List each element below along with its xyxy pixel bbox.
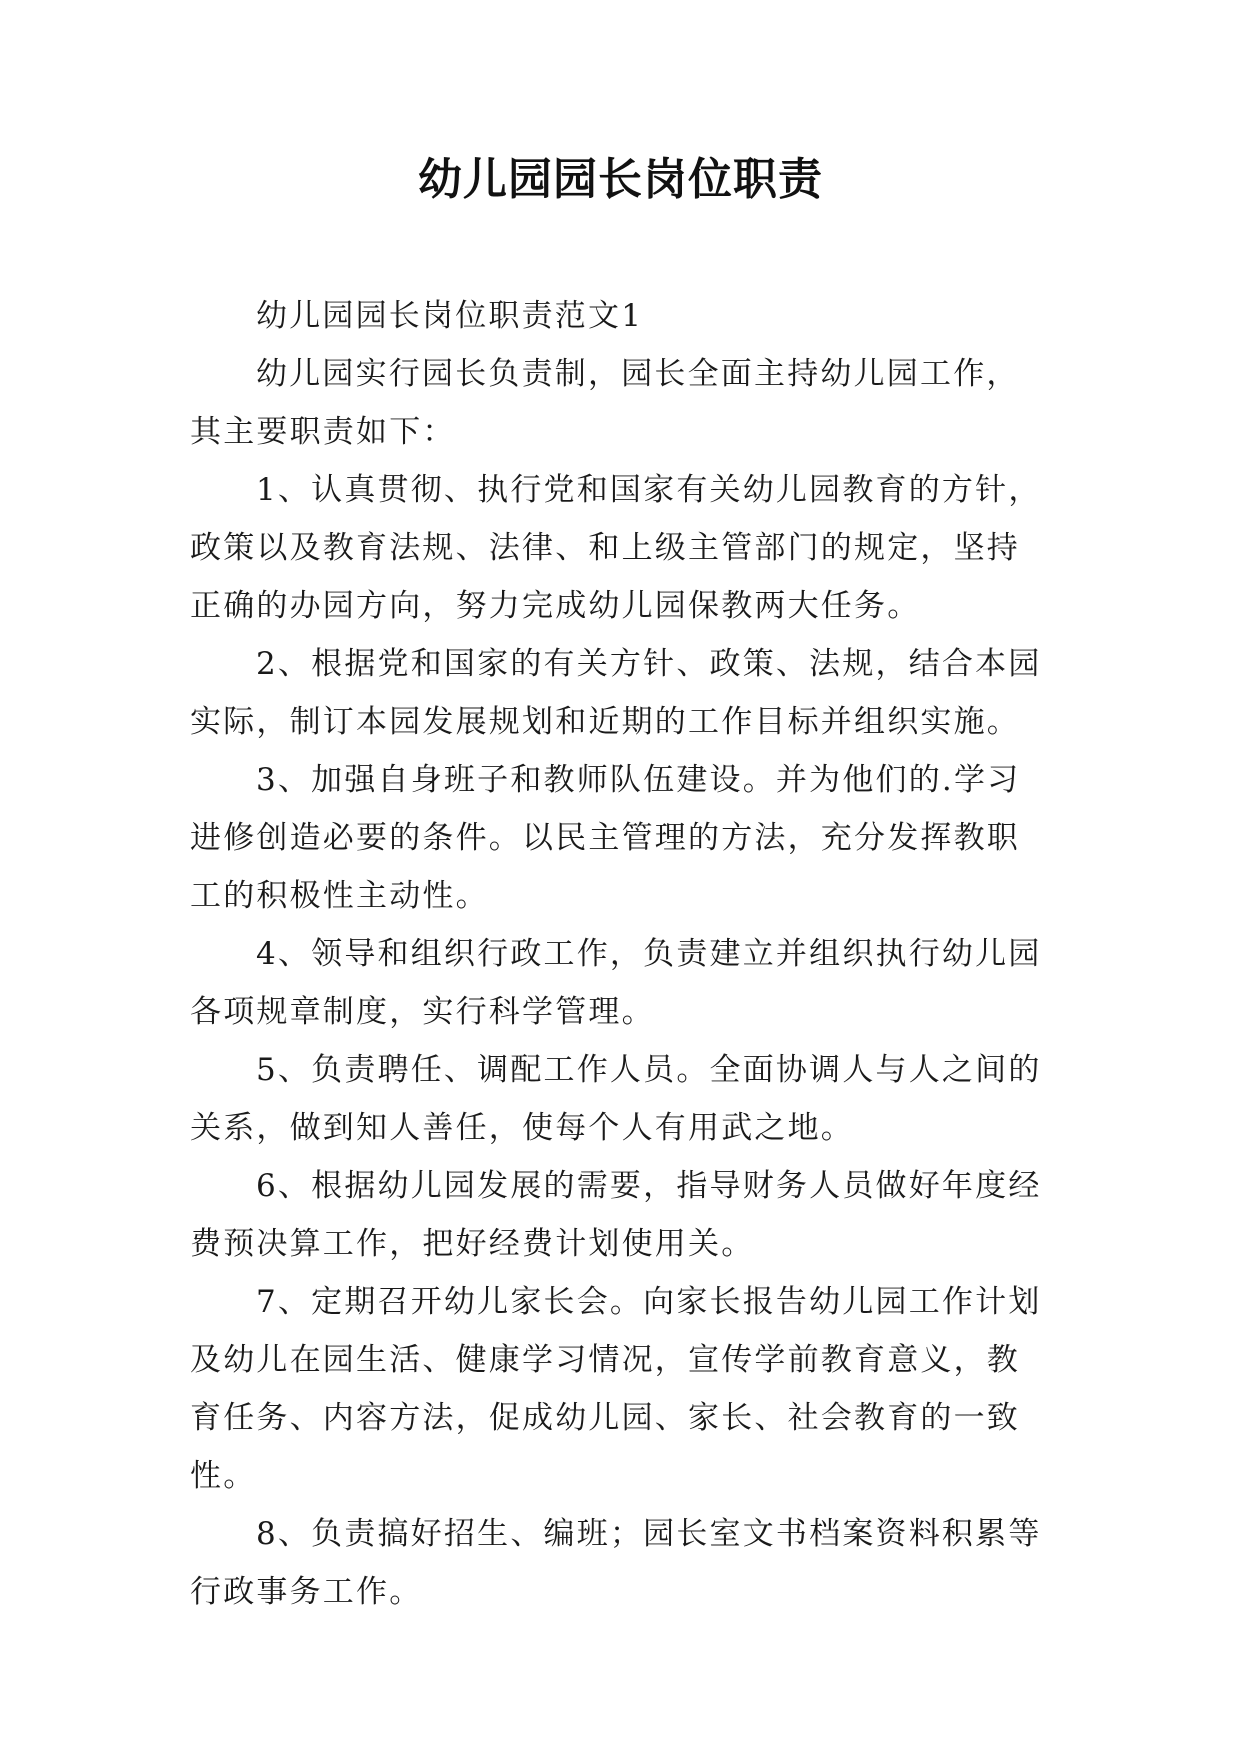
paragraph-item-5: 5、负责聘任、调配工作人员。全面协调人与人之间的关系，做到知人善任，使每个人有用武之地。 [190, 1052, 1042, 1146]
paragraph-item-3: 3、加强自身班子和教师队伍建设。并为他们的.学习进修创造必要的条件。以民主管理的方法，充分发挥教职工的积极性主动性。 [190, 762, 1021, 914]
paragraph-item-1: 1、认真贯彻、执行党和国家有关幼儿园教育的方针，政策以及教育法规、法律、和上级主管部门的规定，坚持正确的办园方向，努力完成幼儿园保教两大任务。 [190, 472, 1042, 624]
document-subtitle: 幼儿园园长岗位职责范文1 [256, 298, 644, 334]
paragraph-intro: 幼儿园实行园长负责制，园长全面主持幼儿园工作，其主要职责如下： [190, 356, 1020, 450]
paragraph-item-2: 2、根据党和国家的有关方针、政策、法规，结合本园实际，制订本园发展规划和近期的工作目标并组织实施。 [190, 646, 1042, 740]
paragraph-item-8: 8、负责搞好招生、编班；园长室文书档案资料积累等行政事务工作。 [190, 1516, 1042, 1610]
paragraph-item-7: 7、定期召开幼儿家长会。向家长报告幼儿园工作计划及幼儿在园生活、健康学习情况，宣传学前教育意义，教育任务、内容方法，促成幼儿园、家长、社会教育的一致性。 [190, 1284, 1042, 1494]
document-title: 幼儿园园长岗位职责 [418, 154, 823, 205]
paragraph-item-4: 4、领导和组织行政工作，负责建立并组织执行幼儿园各项规章制度，实行科学管理。 [190, 936, 1042, 1030]
document-body [190, 287, 1050, 1621]
paragraph-item-6: 6、根据幼儿园发展的需要，指导财务人员做好年度经费预决算工作，把好经费计划使用关。 [190, 1168, 1042, 1262]
